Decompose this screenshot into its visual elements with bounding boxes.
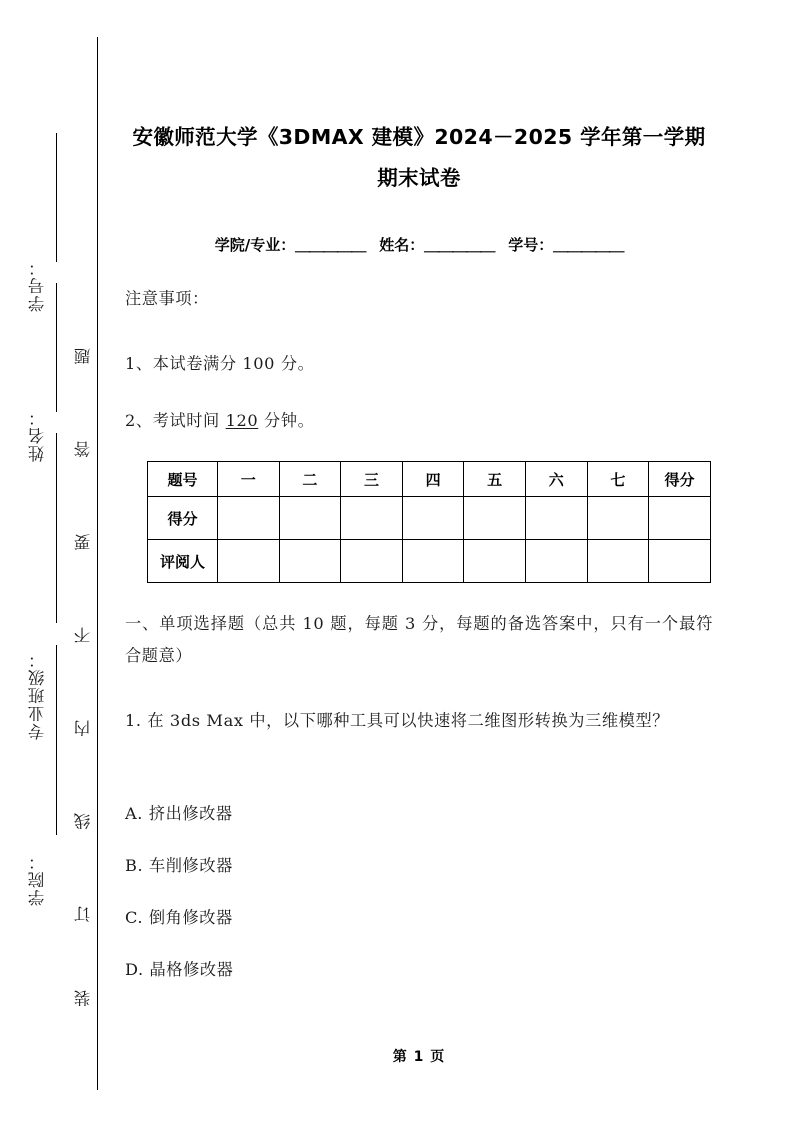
student-id-label: 学号： (508, 236, 554, 254)
table-header-cell: 三 (341, 462, 403, 497)
notices-heading: 注意事项： (125, 289, 209, 308)
section-heading-1: 一、单项选择题（总共 10 题，每题 3 分，每题的备选答案中，只有一个最符合题意） (125, 614, 713, 665)
notice-2-prefix: 2、 (125, 411, 153, 430)
question-1-option-b[interactable]: B. 车削修改器 (125, 856, 233, 875)
table-cell[interactable] (279, 540, 341, 583)
table-cell[interactable] (649, 497, 711, 540)
table-cell[interactable] (587, 540, 649, 583)
table-header-cell: 一 (218, 462, 280, 497)
question-1-option-a[interactable]: A. 挤出修改器 (125, 804, 233, 823)
table-cell[interactable] (341, 540, 403, 583)
table-cell[interactable] (525, 497, 587, 540)
table-row (148, 540, 711, 583)
table-header-cell: 五 (464, 462, 526, 497)
table-cell[interactable] (464, 497, 526, 540)
table-row (148, 497, 711, 540)
table-cell[interactable] (279, 497, 341, 540)
seal-char-0: 题 (74, 348, 93, 365)
field-rule-name (56, 283, 57, 412)
field-rule-class (56, 433, 57, 623)
college-major-label: 学院/专业： (214, 236, 296, 254)
name-label: 姓名： (379, 236, 425, 254)
table-cell[interactable] (525, 540, 587, 583)
notice-item-1 (125, 348, 713, 380)
margin-field-name: 姓名： (28, 408, 47, 462)
table-cell[interactable] (649, 540, 711, 583)
table-row-label: 得分 (148, 497, 218, 540)
table-header-cell: 二 (279, 462, 341, 497)
notice-1-prefix: 1、 (125, 354, 153, 373)
table-cell[interactable] (218, 540, 280, 583)
exam-duration-value: 120 (225, 411, 259, 430)
table-cell[interactable] (341, 497, 403, 540)
table-row-label: 评阅人 (148, 540, 218, 583)
table-cell[interactable] (402, 540, 464, 583)
binding-vertical-rule (97, 37, 98, 1090)
seal-char-1: 答 (74, 441, 93, 458)
table-row-header (148, 462, 711, 497)
table-cell[interactable] (218, 497, 280, 540)
field-rule-college (56, 645, 57, 835)
seal-char-7: 装 (74, 990, 93, 1007)
seal-char-5: 线 (74, 813, 93, 830)
name-blank[interactable]: ＿＿＿＿＿ (424, 236, 495, 254)
seal-char-6: 订 (74, 906, 93, 923)
seal-char-2: 要 (74, 534, 93, 551)
question-1-stem: 1. 在 3ds Max 中，以下哪种工具可以快速将二维图形转换为三维模型？ (125, 711, 670, 730)
margin-field-student-id: 学号： (28, 258, 47, 312)
page-footer: 第 1 页 (392, 1049, 446, 1065)
table-cell[interactable] (587, 497, 649, 540)
student-id-blank[interactable]: ＿＿＿＿＿ (553, 236, 624, 254)
margin-field-college: 学院： (28, 852, 47, 906)
score-table (147, 461, 711, 583)
student-info-line (125, 234, 713, 255)
table-cell[interactable] (402, 497, 464, 540)
college-major-blank[interactable]: ＿＿＿＿＿ (295, 236, 366, 254)
margin-field-class: 专业班级： (28, 650, 47, 740)
table-header-cell: 题号 (148, 462, 218, 497)
seal-char-4: 内 (74, 720, 93, 737)
table-header-cell: 六 (525, 462, 587, 497)
table-header-cell: 得分 (649, 462, 711, 497)
notice-item-2 (125, 405, 713, 437)
notice-2-text-after: 分钟。 (258, 411, 315, 430)
table-header-cell: 四 (402, 462, 464, 497)
seal-char-3: 不 (74, 627, 93, 644)
question-1-option-d[interactable]: D. 晶格修改器 (125, 960, 234, 979)
page-title: 安徽师范大学《3DMAX 建模》2024－2025 学年第一学期期末试卷 (132, 125, 706, 190)
notice-2-text-before: 考试时间 (152, 411, 226, 430)
table-cell[interactable] (464, 540, 526, 583)
table-header-cell: 七 (587, 462, 649, 497)
question-1-option-c[interactable]: C. 倒角修改器 (125, 908, 233, 927)
notice-1-text: 本试卷满分 100 分。 (152, 354, 315, 373)
field-rule-student-id (56, 133, 57, 262)
